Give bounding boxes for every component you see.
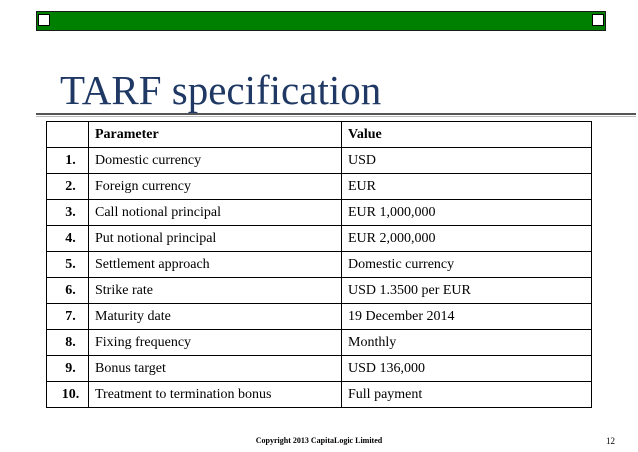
- row-number: 8.: [47, 330, 89, 356]
- table-row: [47, 278, 592, 304]
- header-banner: [36, 11, 606, 31]
- parameter-cell: Foreign currency: [89, 174, 342, 200]
- table-header-row: [47, 122, 592, 148]
- value-cell: EUR: [342, 174, 592, 200]
- parameter-cell: Fixing frequency: [89, 330, 342, 356]
- column-header-value: Value: [342, 122, 592, 148]
- row-number: 4.: [47, 226, 89, 252]
- slide-title: TARF specification: [60, 67, 382, 113]
- table-row: [47, 330, 592, 356]
- row-number: 9.: [47, 356, 89, 382]
- value-cell: Monthly: [342, 330, 592, 356]
- row-number: 6.: [47, 278, 89, 304]
- value-cell: Full payment: [342, 382, 592, 408]
- parameter-cell: Bonus target: [89, 356, 342, 382]
- parameter-cell: Maturity date: [89, 304, 342, 330]
- title-divider: [36, 113, 636, 115]
- table-row: [47, 252, 592, 278]
- value-cell: USD 1.3500 per EUR: [342, 278, 592, 304]
- value-cell: EUR 1,000,000: [342, 200, 592, 226]
- row-number: 2.: [47, 174, 89, 200]
- value-cell: USD 136,000: [342, 356, 592, 382]
- row-number: 3.: [47, 200, 89, 226]
- copyright-footer: Copyright 2013 CapitaLogic Limited: [255, 436, 383, 445]
- parameter-cell: Strike rate: [89, 278, 342, 304]
- value-cell: 19 December 2014: [342, 304, 592, 330]
- spec-table: [46, 121, 592, 408]
- column-header-number: [47, 122, 89, 148]
- parameter-cell: Settlement approach: [89, 252, 342, 278]
- table-row: [47, 200, 592, 226]
- value-cell: USD: [342, 148, 592, 174]
- column-header-parameter: Parameter: [89, 122, 342, 148]
- row-number: 5.: [47, 252, 89, 278]
- page-number: 12: [606, 436, 615, 446]
- parameter-cell: Put notional principal: [89, 226, 342, 252]
- row-number: 10.: [47, 382, 89, 408]
- value-cell: EUR 2,000,000: [342, 226, 592, 252]
- parameter-cell: Domestic currency: [89, 148, 342, 174]
- table-row: [47, 304, 592, 330]
- parameter-cell: Treatment to termination bonus: [89, 382, 342, 408]
- table-row: [47, 174, 592, 200]
- value-cell: Domestic currency: [342, 252, 592, 278]
- title-divider-shadow: [36, 116, 636, 117]
- table-row: [47, 148, 592, 174]
- table-row: [47, 356, 592, 382]
- table-row: [47, 382, 592, 408]
- table-row: [47, 226, 592, 252]
- parameter-cell: Call notional principal: [89, 200, 342, 226]
- row-number: 7.: [47, 304, 89, 330]
- square-bullet-icon: [38, 14, 50, 26]
- square-bullet-icon: [592, 14, 604, 26]
- row-number: 1.: [47, 148, 89, 174]
